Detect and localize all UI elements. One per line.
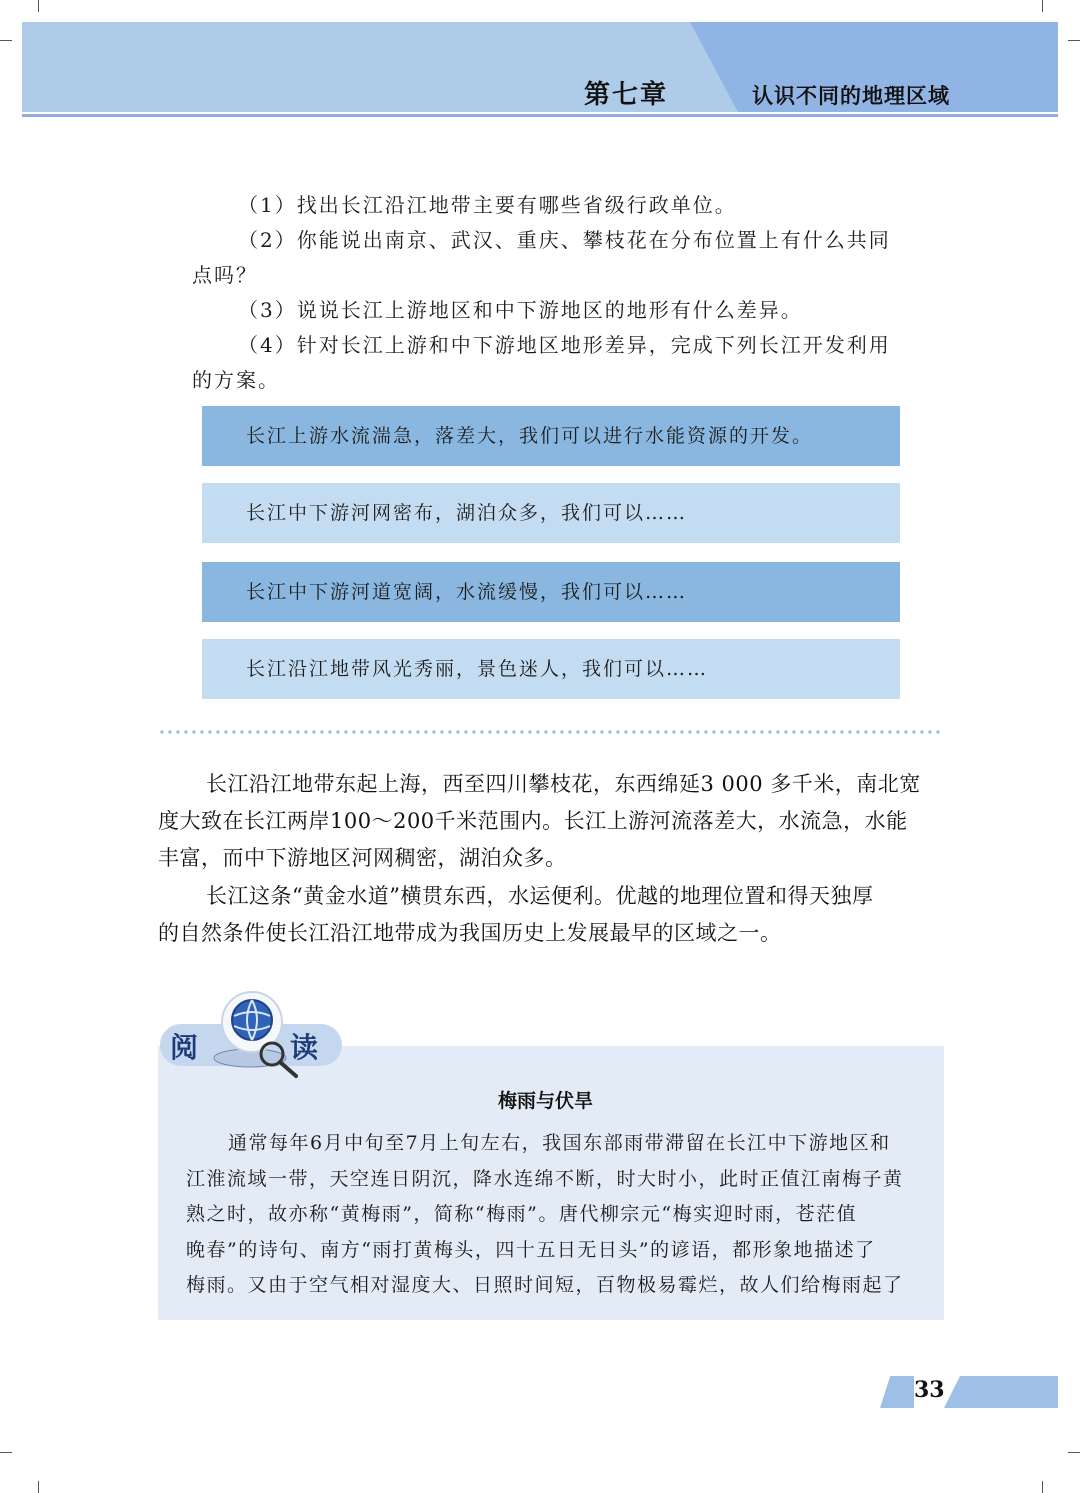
reading-line-5: 梅雨。又由于空气相对湿度大、日照时间短，百物极易霉烂，故人们给梅雨起了 bbox=[186, 1274, 904, 1296]
question-2-cont: 点吗？ bbox=[192, 263, 258, 287]
header-rule bbox=[22, 114, 1058, 117]
question-1: （1）找出长江沿江地带主要有哪些省级行政单位。 bbox=[238, 193, 737, 217]
crop-mark bbox=[38, 0, 39, 12]
reading-line-2: 江淮流域一带，天空连日阴沉，降水连绵不断，时大时小，此时正值江南梅子黄 bbox=[186, 1168, 904, 1190]
reading-line-4: 晚春”的诗句、南方“雨打黄梅头，四十五日无日头”的谚语，都形象地描述了 bbox=[186, 1239, 876, 1261]
dotted-divider bbox=[158, 730, 944, 734]
plan-box-1: 长江上游水流湍急，落差大，我们可以进行水能资源的开发。 bbox=[202, 406, 900, 466]
body-line-4: 长江这条“黄金水道”横贯东西，水运便利。优越的地理位置和得天独厚 bbox=[206, 884, 874, 908]
reading-tag-left: 阅 bbox=[170, 1031, 199, 1064]
page-number: 33 bbox=[914, 1377, 945, 1403]
reading-line-3: 熟之时，故亦称“黄梅雨”，简称“梅雨”。唐代柳宗元“梅实迎时雨，苍茫值 bbox=[186, 1203, 858, 1225]
plan-box-2: 长江中下游河网密布，湖泊众多，我们可以…… bbox=[202, 483, 900, 543]
question-2: （2）你能说出南京、武汉、重庆、攀枝花在分布位置上有什么共同 bbox=[238, 228, 891, 252]
page-number-band-left bbox=[880, 1376, 914, 1408]
globe-magnifier-icon bbox=[210, 990, 306, 1082]
body-line-1: 长江沿江地带东起上海，西至四川攀枝花，东西绵延3 000 多千米，南北宽 bbox=[206, 772, 921, 796]
chapter-title: 认识不同的地理区域 bbox=[752, 84, 950, 108]
crop-mark bbox=[1068, 40, 1080, 41]
body-line-5: 的自然条件使长江沿江地带成为我国历史上发展最早的区域之一。 bbox=[158, 921, 782, 945]
reading-line-1: 通常每年6月中旬至7月上旬左右，我国东部雨带滞留在长江中下游地区和 bbox=[228, 1132, 891, 1154]
crop-mark bbox=[38, 1481, 39, 1493]
crop-mark bbox=[0, 1452, 12, 1453]
page-number-band-right bbox=[944, 1376, 1058, 1408]
reading-tag-right: 读 bbox=[290, 1031, 319, 1064]
chapter-label: 第七章 bbox=[584, 80, 669, 110]
question-4: （4）针对长江上游和中下游地区地形差异，完成下列长江开发利用 bbox=[238, 333, 891, 357]
plan-box-4: 长江沿江地带风光秀丽，景色迷人，我们可以…… bbox=[202, 639, 900, 699]
plan-box-3: 长江中下游河道宽阔，水流缓慢，我们可以…… bbox=[202, 562, 900, 622]
reading-title: 梅雨与伏旱 bbox=[498, 1090, 594, 1112]
crop-mark bbox=[1068, 1452, 1080, 1453]
crop-mark bbox=[1042, 1481, 1043, 1493]
body-line-2: 度大致在长江两岸100～200千米范围内。长江上游河流落差大，水流急，水能 bbox=[158, 809, 908, 833]
body-line-3: 丰富，而中下游地区河网稠密，湖泊众多。 bbox=[158, 846, 567, 870]
question-4-cont: 的方案。 bbox=[192, 368, 280, 392]
crop-mark bbox=[0, 40, 12, 41]
question-3: （3）说说长江上游地区和中下游地区的地形有什么差异。 bbox=[238, 298, 803, 322]
crop-mark bbox=[1042, 0, 1043, 12]
